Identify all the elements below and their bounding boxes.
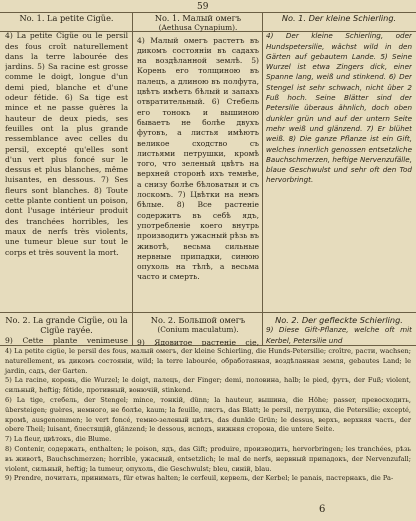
text-german-1: 4) Der kleine Schierling, oder Hundspetersilie, wächst wild in den Gärten auf gebautem Lande. 5) Seine Wurzel ist etwa Zingers dick, einer Spanne lang, weiß und stinkend. 6) Der Stengel ist sehr schwach, nicht über 2 Fuß hoch. Seine Blätter sind der Petersilie überaus ähnlich, doch oben dunkler grün und auf der untern Seite mehr weiß und glänzend. 7) Er blühet weiß. 8) Die ganze Pflanze ist ein Gift, welches innerlich genossen entsetzliche Bauchschmerzen, heftige Nervenzufälle, blaue Geschwulst und sehr oft den Tod hervorbringt. [266, 31, 412, 185]
german-column-top [266, 12, 412, 312]
footnote-8: 8) Contenir, содержать, enthalten; le poison, ядъ, das Gift; produire, производить, hervorbringen; les tranchées, рѣзь въ животѣ, Bauchschmerzen; horrible, ужасный, entsetzlich; le mal de nerfs, нервный припадокъ, der Nervenzufall; violent, сильный, heftig; la tumeur, опухоль, die Geschwulst; bleu, синій, blau. [5, 444, 411, 473]
column-divider-2 [262, 12, 263, 345]
heading-french-2: No. 2. La grande Cigüe, ou la Cigüe rayée. [5, 315, 128, 336]
footnote-5: 5) La racine, корень, die Wurzel; le doigt, палецъ, der Finger; demi, половина, halb; le pied, футъ, der Fuß; violent, сильный, heftig; fétide, противный, вонючій, stinkend. [5, 376, 411, 395]
text-french-1: 4) La petite Cigüe ou le persil des fous croît naturellement dans la terre labourée des jardins. 5) Sa racine est grosse comme le doigt, longue d'un demi pied, blanche et d'une odeur fétide. 6) Sa tige est mince et ne passe guères la hauteur de deux pieds, ses feuilles ont la plus grande ressemblance avec celles du persil, excepté qu'elles sont d'un vert plus foncé sur le dessus et plus blanches, même luisantes, en dessous. 7) Ses fleurs sont blanches. 8) Toute cette plante contient un poison, dont l'usage intérieur produit des tranchées horribles, les maux de nerfs très violents, une tumeur bleue sur tout le corps et très souvent la mort. [5, 31, 128, 257]
text-german-2: 9) Diese Gift-Pflanze, welche oft mit Kerbel, Petersilie und [266, 325, 412, 345]
signature-mark: 6 [319, 504, 326, 515]
rule-mid [0, 312, 416, 313]
footnote-7: 7) La fleur, цвѣтокъ, die Blume. [5, 435, 112, 444]
heading-russian-2: No. 2. Большой омегъ [150, 315, 246, 325]
footnote-9: 9) Prendre, почитать, принимать, für etwas halten; le cerfeuil, кервель, der Kerbel; le panais, пастернакъ, die Pa- [5, 474, 394, 483]
heading-german-1: No. 1. Der kleine Schierling. [281, 13, 397, 23]
russian-column-top [137, 12, 259, 312]
text-russian-1: 4) Малый омегъ растетъ въ дикомъ состояніи въ садахъ на воздѣланной землѣ. 5) Корень его толщиною въ палецъ, а длиною въ полфута, цвѣтъ имѣетъ бѣлый и запахъ отвратительный. 6) Стебель его тонокъ и вышиною бываетъ не болѣе двухъ футовъ, а листья имѣютъ великое сходство съ листьями петрушки, кромѣ того, что зеленый цвѣтъ на верхней сторонѣ ихъ темнѣе, а снизу болѣе бѣловатыя и съ лоскомъ. 7) Цвѣтки на немъ бѣлые. 8) Все растеніе содержитъ въ себѣ ядъ, употребленіе коего внутрь производитъ ужасный рѣзь въ животѣ, весьма сильные нервные припадки, синюю опухоль на тѣлѣ, а весьма часто и смерть. [137, 35, 259, 282]
latin-name-2: (Conium maculatum). [157, 325, 239, 335]
text-french-2: 9) Cette plante venimeuse [5, 335, 128, 345]
french-column-top [5, 12, 128, 312]
text-russian-2: 9) Ядовитое растеніе сіе, [137, 337, 259, 346]
latin-name-1: (Aethusa Cynapium). [158, 23, 238, 33]
footnote-6: 6) La tige, стебель, der Stengel; mince, тонкій, dünn; la hauteur, вышина, die Höhe; passer, превосходить, übersteigen; guères, немного, не болѣе, kaum; la feuille, листъ, das Blatt; le persil, петрушка, die Petersilie; excepté, кромѣ, ausgenommen; le vert foncé, темно-зеленый цвѣтъ, das dunkle Grün; le dessus, верхъ, верхняя часть, der obere Theil; luisant, блестящій, glänzend; le dessous, исподъ, нижняя сторона, die untere Seite. [5, 395, 411, 434]
page-number: 59 [197, 2, 209, 12]
footnotes [5, 347, 411, 484]
heading-russian-1: No. 1. Малый омегъ [154, 13, 242, 23]
heading-french-1: No. 1. La petite Cigüe. [19, 13, 114, 23]
french-column-bottom [5, 314, 128, 346]
footnote-4: 4) La petite cigüe, le persil des fous, малый омегъ, der kleine Schierling, die Hunds-Petersilie; croître, расти, wachsen; naturellement, въ дикомъ состояніи, wild; la terre labourée, обработанная, воздѣланная земля, gebautes Land; le jardin, садъ, der Garten. [5, 347, 411, 375]
column-divider-1 [132, 12, 133, 345]
german-column-bottom [266, 314, 412, 346]
russian-column-bottom [137, 314, 259, 346]
heading-german-2: No. 2. Der gefleckte Schierling. [275, 315, 403, 325]
